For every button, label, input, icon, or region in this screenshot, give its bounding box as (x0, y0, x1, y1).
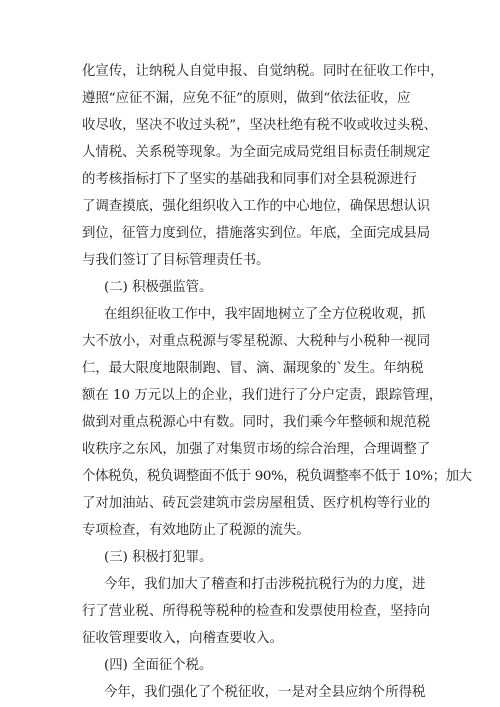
section-heading: (四) 全面征个税。 (104, 658, 213, 673)
text-line: 的考核指标打下了坚实的基础我和同事们对全县税源进行 (82, 172, 417, 187)
text-line: 额在 10 万元以上的企业，我们进行了分户定责，跟踪管理， (82, 388, 443, 403)
text-line: 收秩序之东风，加强了对集贸市场的综合治理，合理调整了 (82, 442, 431, 457)
text-line: 今年，我们强化了个税征收，一是对全县应纳个所得税 (104, 685, 426, 700)
text-line: 做到对重点税源心中有数。同时，我们乘今年整顿和规范税 (82, 415, 431, 430)
text-line: 个体税负，税负调整面不低于 90%，税负调整率不低于 10%；加大 (82, 469, 472, 484)
text-line: 在组织征收工作中，我牢固地树立了全方位税收观，抓 (104, 307, 426, 322)
text-line: 仁，最大限度地限制跑、冒、滴、漏现象的`发生。年纳税 (82, 361, 424, 376)
text-line: 大不放小，对重点税源与零星税源、大税种与小税种一视同 (82, 334, 431, 349)
text-line: 人情税、关系税等现象。为全面完成局党组目标责任制规定 (82, 145, 431, 160)
text-line: 今年，我们加大了稽查和打击涉税抗税行为的力度，进 (104, 577, 426, 592)
text-line: 到位，征管力度到位，措施落实到位。年底，全面完成县局 (82, 226, 431, 241)
section-heading: (三) 积极打犯罪。 (104, 550, 213, 565)
text-line: 化宣传，让纳税人自觉申报、自觉纳税。同时在征收工作中， (82, 64, 444, 79)
text-line: 行了营业税、所得税等税种的检查和发票使用检查，坚持向 (82, 604, 431, 619)
text-line: 了调查摸底，强化组织收入工作的中心地位，确保思想认识 (82, 199, 431, 214)
section-heading: (二) 积极强监管。 (104, 280, 213, 295)
text-line: 专项检查，有效地防止了税源的流失。 (82, 523, 310, 538)
text-line: 收尽收，坚决不收过头税”，坚决杜绝有税不收或收过头税、 (82, 118, 437, 133)
text-line: 与我们签订了目标管理责任书。 (82, 253, 270, 268)
text-line: 了对加油站、砖瓦尝建筑市尝房屋租赁、医疗机构等行业的 (82, 496, 431, 511)
text-line: 遵照“应征不漏，应免不征”的原则，做到“依法征收，应 (82, 91, 411, 106)
text-line: 征收管理要收入，向稽查要收入。 (82, 631, 283, 646)
